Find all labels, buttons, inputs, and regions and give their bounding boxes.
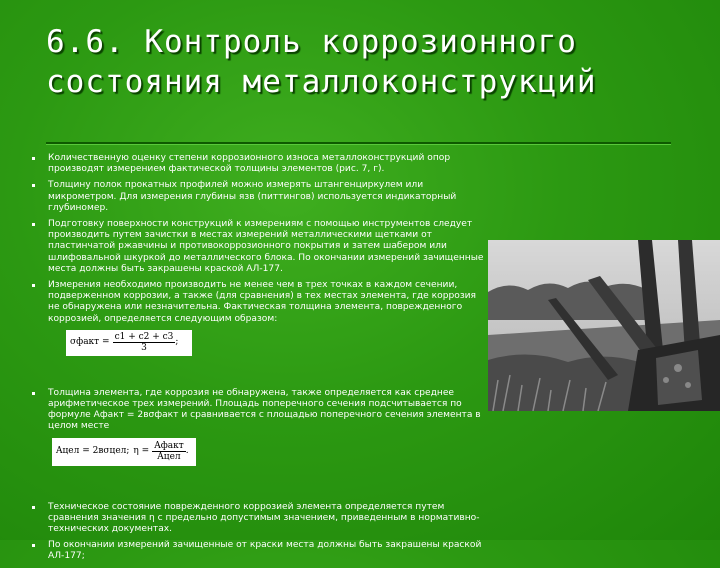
formula-tail: .: [185, 446, 189, 457]
bullet-text: Подготовку поверхности конструкций к измерениям с помощью инструментов следует производить путем зачистки в местах измерений металлическими щетками от пластинчатой ржавчины и противокоррозионного покрытия и затем шабером или шлифовальной шкуркой до металлического блока. По окончании измерений зачищенные места должны быть закрашены краской АЛ-177.: [48, 219, 484, 274]
formula-fraction: [113, 332, 179, 354]
formula-eta: η =: [133, 446, 150, 457]
formula-numerator: с1 + с2 + с3: [114, 332, 174, 343]
bullet-text: Техническое состояние поврежденного коррозией элемента определяется путем сравнения значения η с предельно допустимым значением, приведенным в нормативно-технических документах.: [48, 501, 480, 535]
bullet-item: [30, 219, 485, 275]
bullet-item: [30, 388, 485, 433]
bullet-item: [30, 180, 485, 214]
bullet-text: Толщину полок прокатных профилей можно измерять штангенциркулем или микрометром. Для измерения глубины язв (питтингов) используется индикаторный глубиномер.: [48, 180, 457, 213]
formula-fraction: [152, 441, 186, 462]
formula-lhs: σфакт =: [70, 337, 110, 348]
formula-area-ratio: [52, 438, 196, 466]
bullet-dot-icon: [32, 223, 35, 226]
slide-title: 6.6. Контроль коррозионного состояния металлоконструкций: [46, 24, 597, 100]
bullet-dot-icon: [32, 184, 35, 187]
formula-numerator: Aфакт: [154, 441, 184, 452]
bullet-item: [30, 153, 485, 175]
slide-body: [30, 153, 485, 568]
formula-actual-thickness: [66, 330, 192, 356]
bullet-item: [30, 502, 485, 536]
bullet-dot-icon: [32, 392, 35, 395]
bullet-dot-icon: [32, 284, 35, 287]
bullet-text: По окончании измерений зачищенные от краски места должны быть закрашены краской АЛ-177;: [48, 540, 482, 562]
bullet-dot-icon: [32, 506, 35, 509]
title-divider: [46, 142, 671, 144]
bullet-dot-icon: [32, 544, 35, 547]
bullet-dot-icon: [32, 157, 35, 160]
tower-photo-icon: [488, 240, 720, 411]
formula-lhs: Aцел = 2вσцел;: [56, 446, 130, 457]
bullet-item: [30, 540, 485, 562]
bullet-item: [30, 280, 485, 325]
formula-denominator: Aцел: [157, 452, 181, 463]
corroded-tower-photo: [488, 240, 720, 411]
formula-denominator: 3: [141, 343, 147, 354]
bullet-text: Измерения необходимо производить не менее чем в трех точках в каждом сечении, подверженном коррозии, а также (для сравнения) в тех местах элемента, где коррозия не обнаружена или незначительна. Фактическая толщина элемента, поврежденного коррозией, определяется следующим образом:: [48, 280, 477, 324]
bullet-text: Количественную оценку степени коррозионного износа металлоконструкций опор производят измерением фактической толщины элементов (рис. 7, г).: [48, 153, 451, 175]
bullet-text: Толщина элемента, где коррозия не обнаружена, также определяется как среднее арифметическое трех измерений. Площадь поперечного сечения подсчитывается по формуле Афакт = 2вσфакт и сравнивается с площадью поперечного сечения элемента в целом месте: [48, 387, 481, 432]
formula-tail: ;: [175, 337, 179, 348]
